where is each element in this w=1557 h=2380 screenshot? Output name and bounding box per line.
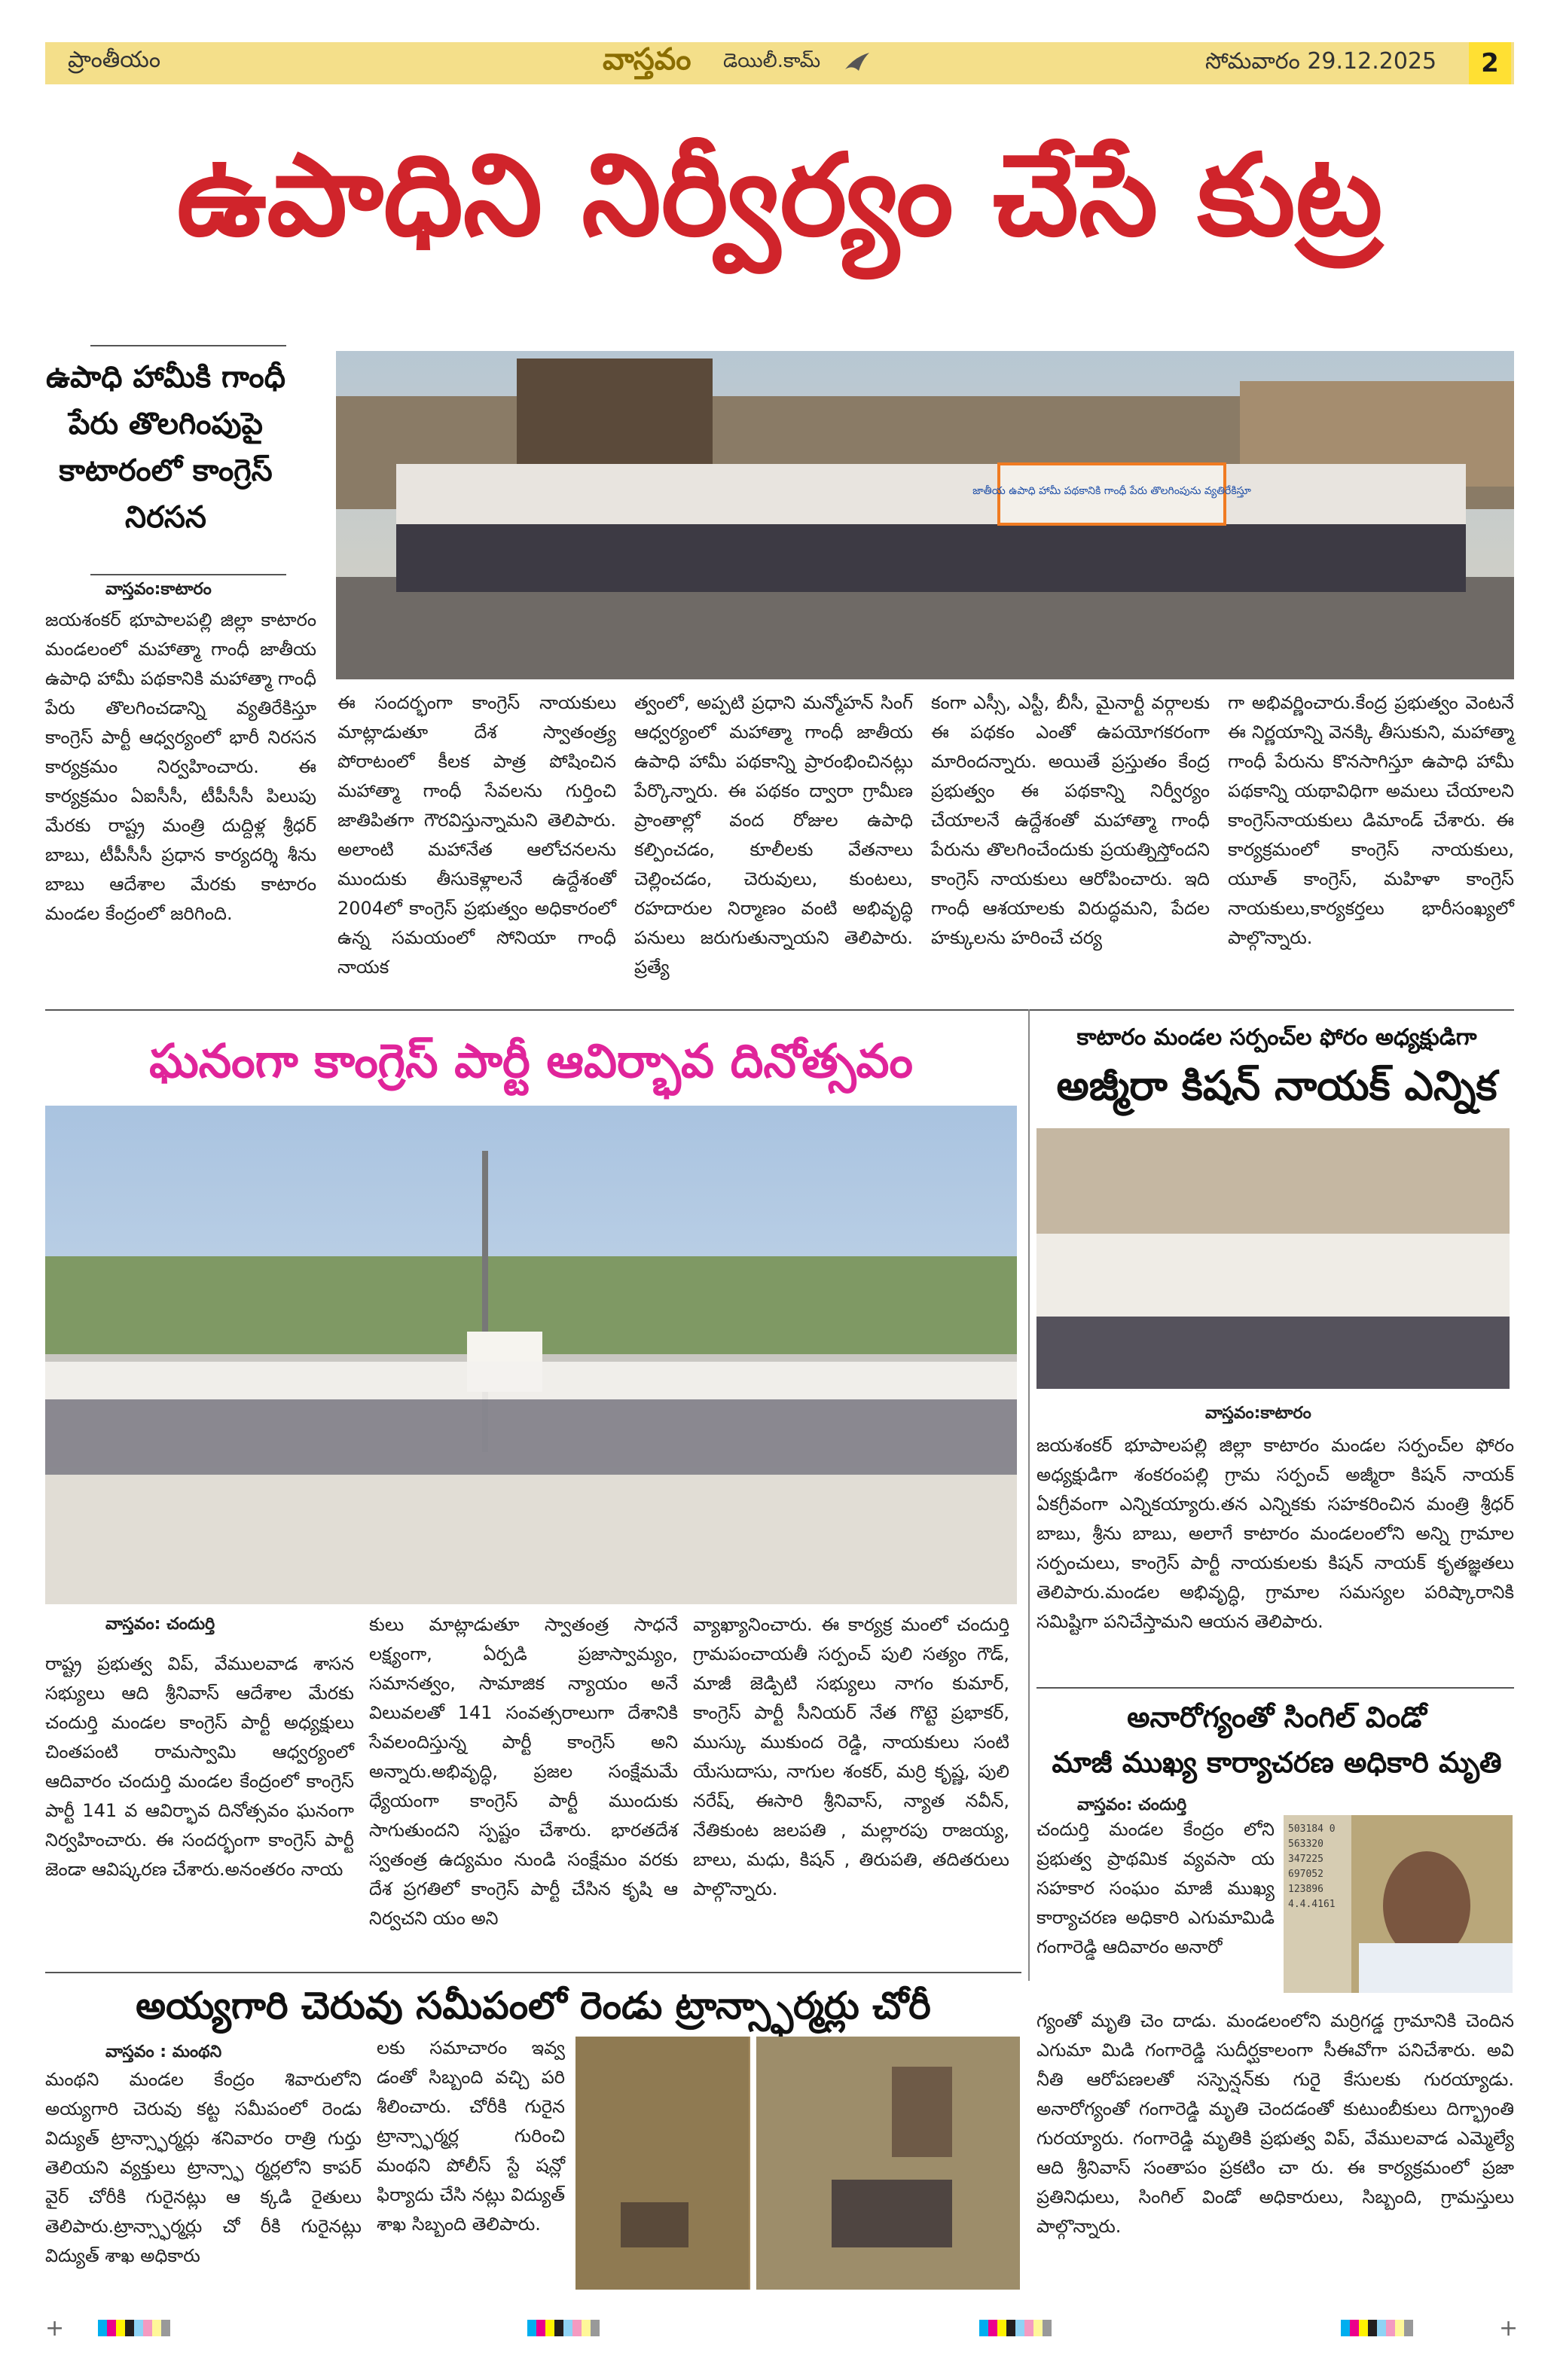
story1-dateline: వాస్తవం:కాటారం	[105, 580, 212, 599]
reg-swatch	[1359, 2320, 1368, 2336]
reg-swatch	[152, 2320, 161, 2336]
portrait-note-1: 503184 0	[1288, 1823, 1336, 1835]
reg-swatch	[1350, 2320, 1359, 2336]
reg-swatch	[582, 2320, 591, 2336]
reg-swatch	[1015, 2320, 1024, 2336]
portrait-note-6: 4.4.4161	[1288, 1899, 1336, 1910]
color-registration-strip	[98, 2320, 170, 2336]
story4-kicker: అనారోగ్యంతో సింగిల్ విండో	[1127, 1701, 1427, 1734]
story5-dateline: వాస్తవం : మంథని	[105, 2043, 222, 2061]
reg-swatch	[536, 2320, 545, 2336]
masthead-brand: వాస్తవం	[603, 42, 691, 77]
page-number: 2	[1469, 42, 1511, 84]
color-registration-strip	[527, 2320, 600, 2336]
reg-swatch	[143, 2320, 152, 2336]
story2-dateline: వాస్తవం: చందుర్తి	[105, 1615, 215, 1634]
story1-col3: త్వంలో, అప్పటి ప్రధాని మన్మోహన్ సింగ్ ఆధ్వర్యంలో మహాత్మా గాంధీ జాతీయ ఉపాధి హామీ పథకాన్ని ప్రారంభించినట్లు పేర్కొన్నారు. ఈ పథకం ద్వారా గ్రామీణ ప్రాంతాల్లో వంద రోజుల ఉపాధి కల్పించడం, కూలీలకు వేతనాలు చెల్లించడం, చెరువులు, కుంటలు, రహదారుల నిర్మాణం వంటి అభివృద్ధి పనులు జరుగుతున్నాయని తెలిపారు. ప్రత్యే	[634, 692, 913, 978]
reg-swatch	[1024, 2320, 1033, 2336]
masthead-sub: డెయిలీ.కామ్	[723, 50, 821, 72]
transformer-theft-photos	[575, 2037, 1020, 2290]
story5-title: అయ్యగారి చెరువు సమీపంలో రెండు ట్రాన్స్ఫార్మర్లు చోరీ	[136, 1984, 931, 2028]
story4-dateline: వాస్తవం: చందుర్తి	[1077, 1796, 1187, 1814]
portrait-note-4: 697052	[1288, 1869, 1323, 1880]
crop-mark: +	[45, 2315, 65, 2342]
section-label: ప్రాంతీయం	[68, 47, 161, 73]
sarpanch-forum-photo	[1036, 1128, 1510, 1389]
portrait-note-3: 347225	[1288, 1854, 1323, 1865]
story3-dateline: వాస్తవం:కాటారం	[1205, 1404, 1311, 1423]
reg-swatch	[988, 2320, 997, 2336]
story1-col2: ఈ సందర్భంగా కాంగ్రెస్ నాయకులు మాట్లాడుతూ దేశ స్వాతంత్ర్య పోరాటంలో కీలక పాత్ర పోషించిన మహాత్మా గాంధీ సేవలను గుర్తించి జాతిపితగా గౌరవిస్తున్నామని తెలిపారు. అలాంటి మహానేత ఆలోచనలను ముందుకు తీసుకెళ్లాలనే ఉద్దేశంతో 2004లో కాంగ్రెస్ ప్రభుత్వం అధికారంలో ఉన్న సమయంలో సోనియా గాంధీ నాయక	[337, 692, 616, 978]
portrait-note-5: 123896	[1288, 1884, 1323, 1895]
divider	[90, 345, 286, 346]
story1-col5: గా అభివర్ణించారు.కేంద్ర ప్రభుత్వం వెంటనే ఈ నిర్ణయాన్ని వెనక్కి తీసుకుని, మహాత్మా గాంధీ పేరును కొనసాగిస్తూ ఉపాధి హామీ పథకాన్ని యథావిధిగా అమలు చేయాలని కాంగ్రెస్‌నాయకులు డిమాండ్ చేశారు. ఈ కార్యక్రమంలో కాంగ్రెస్ నాయకులు, యూత్ కాంగ్రెస్, మహిళా కాంగ్రెస్ నాయకులు,కార్యకర్తలు భారీసంఖ్యలో పాల్గొన్నారు.	[1228, 692, 1514, 948]
reg-swatch	[98, 2320, 107, 2336]
story3-kicker: కాటారం మండల సర్పంచ్‌ల ఫోరం అధ్యక్షుడిగా	[1076, 1024, 1477, 1051]
portrait-note-2: 563320	[1288, 1838, 1323, 1850]
reg-swatch	[161, 2320, 170, 2336]
story2-title: ఘనంగా కాంగ్రెస్ పార్టీ ఆవిర్భావ దినోత్సవం	[149, 1033, 913, 1088]
reg-swatch	[979, 2320, 988, 2336]
reg-swatch	[1377, 2320, 1386, 2336]
reg-swatch	[1395, 2320, 1404, 2336]
reg-swatch	[563, 2320, 572, 2336]
story4-title: మాజీ ముఖ్య కార్యాచరణ అధికారి మృతి	[1052, 1746, 1502, 1779]
reg-swatch	[107, 2320, 116, 2336]
reg-swatch	[1033, 2320, 1043, 2336]
reg-swatch	[1368, 2320, 1377, 2336]
color-registration-strip	[1341, 2320, 1413, 2336]
divider	[1036, 1687, 1514, 1689]
story3-title: అజ్మీరా కిషన్ నాయక్ ఎన్నిక	[1056, 1062, 1497, 1109]
divider	[90, 574, 286, 575]
reg-swatch	[572, 2320, 582, 2336]
story1-col4: కంగా ఎస్సీ, ఎస్టీ, బీసీ, మైనార్టీ వర్గాలకు ఈ పథకం ఎంతో ఉపయోగకరంగా మారిందన్నారు. అయితే ప్రస్తుతం కేంద్ర ప్రభుత్వం ఈ పథకాన్ని నిర్వీర్యం చేయాలనే ఉద్దేశంతో మహాత్మా గాంధీ పేరును తొలగించేందుకు ప్రయత్నిస్తోందని కాంగ్రెస్ నాయకులు ఆరోపించారు. ఇది గాంధీ ఆశయాలకు విరుద్ధమని, పేదల హక్కులను హరించే చర్య	[931, 692, 1210, 948]
reg-swatch	[1341, 2320, 1350, 2336]
protest-photo	[336, 351, 1514, 679]
party-foundation-photo	[45, 1106, 1017, 1604]
color-registration-strip	[979, 2320, 1052, 2336]
reg-swatch	[1404, 2320, 1413, 2336]
protest-banner-text: జాతీయ ఉపాధి హామీ పథకానికి గాంధీ పేరు తొలగింపును వ్యతిరేకిస్తూ	[972, 485, 1251, 497]
story5-col2: లకు సమాచారం ఇవ్వ డంతో సిబ్బంది వచ్చి పరి శీలించారు. చోరీకి గురైన ట్రాన్స్ఫార్మర్ల గురించి మంథని పోలీస్ స్టే షన్లో ఫిర్యాదు చేసి నట్లు విద్యుత్ శాఖ సిబ్బంది తెలిపారు.	[377, 2037, 565, 2235]
column-divider	[1028, 1009, 1030, 1981]
reg-swatch	[554, 2320, 563, 2336]
story1-col1: జయశంకర్ భూపాలపల్లి జిల్లా కాటారం మండలంలో మహాత్మా గాంధీ జాతీయ ఉపాధి హామీ పథకానికి మహాత్మా గాంధీ పేరు తొలగించడాన్ని వ్యతిరేకిస్తూ కాంగ్రెస్ పార్టీ ఆధ్వర్యంలో భారీ నిరసన కార్యక్రమం నిర్వహించారు. ఈ కార్యక్రమం ఏఐసీసీ, టీపీసీసీ పిలుపు మేరకు రాష్ట్ర మంత్రి దుద్దిళ్ల శ్రీధర్ బాబు, టీపీసీసీ ప్రధాన కార్యదర్శి శీను బాబు ఆదేశాల మేరకు కాటారం మండల కేంద్రంలో జరిగింది.	[45, 609, 316, 924]
story1-title: ఉపాధి హామీకి గాంధీ పేరు తొలగింపుపై కాటారంలో కాంగ్రెస్ నిరసన	[46, 360, 285, 535]
story2-col2: కులు మాట్లాడుతూ స్వాతంత్ర సాధనే లక్ష్యంగా, ఏర్పడి ప్రజాస్వామ్యం, సమానత్వం, సామాజిక న్యాయం అనే విలువలతో 141 సంవత్సరాలుగా దేశానికి సేవలందిస్తున్న పార్టీ కాంగ్రెస్ అని అన్నారు.అభివృద్ధి, ప్రజల సంక్షేమమే ధ్యేయంగా కాంగ్రెస్ పార్టీ ముందుకు సాగుతుందని స్పష్టం చేశారు. భారతదేశ స్వతంత్ర ఉద్యమం నుండి సంక్షేమం వరకు దేశ ప్రగతిలో కాంగ్రెస్ పార్టీ చేసిన కృషి ఆ నిర్వచని యం అని	[369, 1614, 678, 1929]
crop-mark: +	[1499, 2315, 1519, 2342]
story3-body: జయశంకర్ భూపాలపల్లి జిల్లా కాటారం మండల సర్పంచ్‌ల ఫోరం అధ్యక్షుడిగా శంకరంపల్లి గ్రామ సర్పంచ్ అజ్మీరా కిషన్ నాయక్ ఏకగ్రీవంగా ఎన్నికయ్యారు.తన ఎన్నికకు సహకరించిన మంత్రి శ్రీధర్ బాబు, శ్రీను బాబు, అలాగే కాటారం మండలంలోని అన్ని గ్రామాల సర్పంచులు, కాంగ్రెస్ పార్టీ నాయకులకు కిషన్ నాయక్ కృతజ్ఞతలు తెలిపారు.మండల అభివృద్ధి, గ్రామాల సమస్యల పరిష్కారానికి సమిష్టిగా పనిచేస్తామని ఆయన తెలిపారు.	[1036, 1435, 1514, 1632]
bird-logo-icon	[842, 48, 872, 78]
reg-swatch	[591, 2320, 600, 2336]
obituary-portrait	[1284, 1815, 1513, 1993]
story5-col1: మంథని మండల కేంద్రం శివారులోని అయ్యగారి చెరువు కట్ట సమీపంలో రెండు విద్యుత్ ట్రాన్స్ఫార్మర్లు శనివారం రాత్రి గుర్తు తెలియని వ్యక్తులు ట్రాన్స్ఫా ర్మర్లలోని కాపర్ వైర్ చోరీకి గురైనట్లు ఆ క్కడి రైతులు తెలిపారు.ట్రాన్స్ఫార్మర్లు చో రీకి గురైనట్లు విద్యుత్ శాఖ అధికారు	[45, 2069, 362, 2266]
divider	[45, 1972, 1021, 1973]
reg-swatch	[134, 2320, 143, 2336]
story4-body-full: గ్యంతో మృతి చెం దాడు. మండలంలోని మర్రిగడ్డ గ్రామానికి చెందిన ఎగుమా మిడి గంగారెడ్డి సుదీర్ఘకాలంగా సీఈవోగా పనిచేశారు. అవి నీతి ఆరోపణలతో సస్పెన్షన్‌కు గురై కేసులకు గురయ్యాడు. అనారోగ్యంతో గంగారెడ్డి మృతి చెందడంతో కుటుంబీకులు దిగ్భ్రాంతి గురయ్యారు. గంగారెడ్డి మృతికి ప్రభుత్వ విప్, వేములవాడ ఎమ్మెల్యే ఆది శ్రీనివాస్ సంతాపం ప్రకటిం చా రు. ఈ కార్యక్రమంలో ప్రజా ప్రతినిధులు, సింగిల్ విండో అధికారులు, సిబ్బంది, గ్రామస్తులు పాల్గొన్నారు.	[1036, 2010, 1514, 2237]
reg-swatch	[116, 2320, 125, 2336]
reg-swatch	[1386, 2320, 1395, 2336]
story2-col1: రాష్ట్ర ప్రభుత్వ విప్, వేములవాడ శాసన సభ్యులు ఆది శ్రీనివాస్ ఆదేశాల మేరకు చందుర్తి మండల కాంగ్రెస్ పార్టీ అధ్యక్షులు చింతపంటి రామస్వామి ఆధ్వర్యంలో ఆదివారం చందుర్తి మండల కేంద్రంలో కాంగ్రెస్ పార్టీ 141 వ ఆవిర్భావ దినోత్సవం ఘనంగా నిర్వహించారు. ఈ సందర్భంగా కాంగ్రెస్ పార్టీ జెండా ఆవిష్కరణ చేశారు.అనంతరం నాయ	[45, 1653, 354, 1880]
reg-swatch	[1006, 2320, 1015, 2336]
story2-col3: వ్యాఖ్యానించారు. ఈ కార్యక్ర మంలో చందుర్తి గ్రామపంచాయతీ సర్పంచ్ పులి సత్యం గౌడ్, మాజీ జెడ్పిటి సభ్యులు నాగం కుమార్, కాంగ్రెస్ పార్టీ సీనియర్ నేత గొట్టె ప్రభాకర్, ముస్కు ముకుంద రెడ్డి, నాయకులు సంటి యేసుదాసు, నాగుల శంకర్, మర్రి కృష్ణ, పులి నరేష్, ఈసారి శ్రీనివాస్, న్యాత నవీన్, నేతికుంట జలపతి , మల్లారపు రాజయ్య, బాలు, మధు, కిషన్ , తిరుపతి, తదితరులు పాల్గొన్నారు.	[693, 1614, 1009, 1899]
divider	[45, 1009, 1514, 1011]
reg-swatch	[997, 2320, 1006, 2336]
reg-swatch	[125, 2320, 134, 2336]
reg-swatch	[527, 2320, 536, 2336]
issue-date: సోమవారం 29.12.2025	[1205, 48, 1437, 75]
story4-body-side: చందుర్తి మండల కేంద్రం లోని ప్రభుత్వ ప్రాథమిక వ్యవసా య సహకార సంఘం మాజీ ముఖ్య కార్యాచరణ అధికారి ఎగుమామిడి గంగారెడ్డి ఆదివారం అనారో	[1036, 1819, 1275, 1957]
reg-swatch	[1043, 2320, 1052, 2336]
main-headline: ఉపాధిని నిర్వీర్యం చేసే కుట్ర	[176, 130, 1383, 261]
reg-swatch	[545, 2320, 554, 2336]
